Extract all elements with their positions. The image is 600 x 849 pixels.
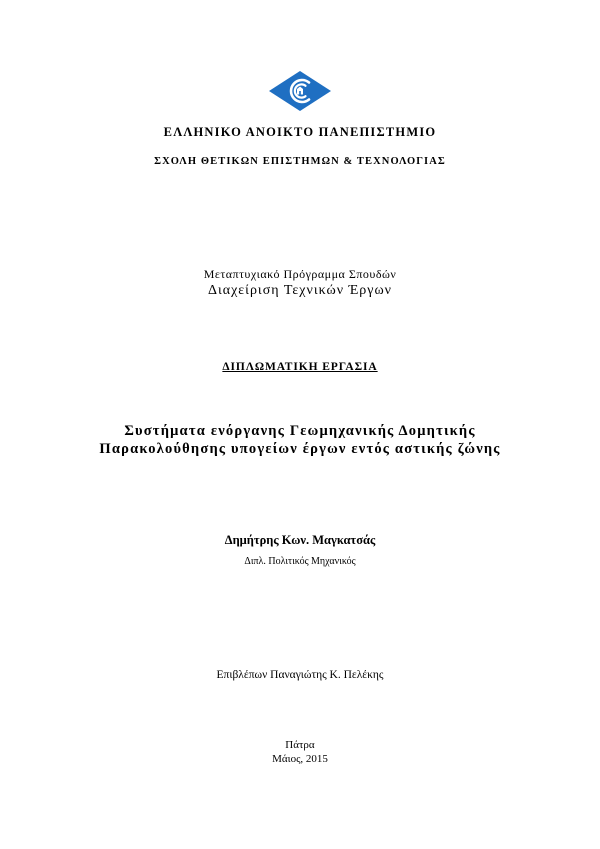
supervisor-line: Επιβλέπων Παναγιώτης Κ. Πελέκης: [216, 669, 384, 681]
date: Μάιος, 2015: [272, 753, 328, 765]
author-name: Δημήτρης Κων. Μαγκατσάς: [224, 533, 376, 547]
thesis-title-line-1: Συστήματα ενόργανης Γεωμηχανικής Δομητικής: [124, 423, 476, 439]
program-name: Μεταπτυχιακό Πρόγραμμα Σπουδών: [203, 267, 397, 281]
specialization-name: Διαχείριση Τεχνικών Έργων: [207, 283, 393, 298]
school-name: ΣΧΟΛΗ ΘΕΤΙΚΩΝ ΕΠΙΣΤΗΜΩΝ & ΤΕΧΝΟΛΟΓΙΑΣ: [154, 156, 446, 167]
author-title: Διπλ. Πολιτικός Μηχανικός: [244, 556, 356, 567]
city: Πάτρα: [285, 739, 315, 751]
thesis-title-line-2: Παρακολούθησης υπογείων έργων εντός αστικής ζώνης: [99, 441, 501, 457]
university-logo-icon: [268, 70, 332, 112]
university-name: ΕΛΛΗΝΙΚΟ ΑΝΟΙΚΤΟ ΠΑΝΕΠΙΣΤΗΜΙΟ: [163, 125, 437, 139]
thesis-label: ΔΙΠΛΩΜΑΤΙΚΗ ΕΡΓΑΣΙΑ: [222, 361, 378, 373]
